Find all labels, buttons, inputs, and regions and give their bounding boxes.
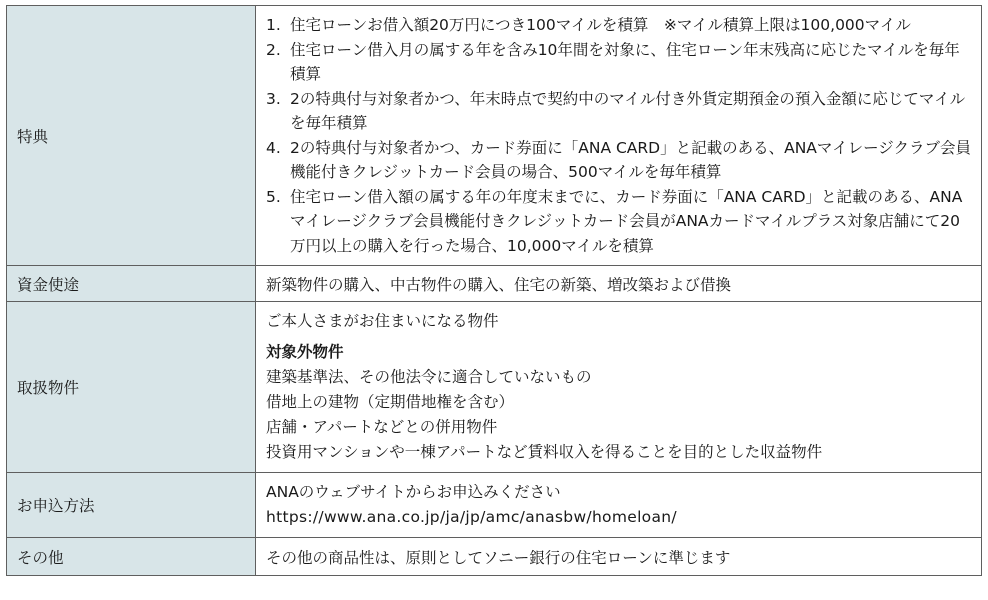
application-instruction: ANAのウェブサイトからお申込みください — [266, 483, 561, 501]
benefit-text: 住宅ローン借入額の属する年の年度末までに、カード券面に「ANA CARD」と記載のある、ANAマイレージクラブ会員機能付きクレジットカード会員がANAカードマイルプラス対象店舗にて20万円以上の購入を行った場合、10,000マイルを積算 — [290, 187, 963, 255]
excluded-item: 投資用マンションや一棟アパートなど賃料収入を得ることを目的とした収益物件 — [266, 443, 823, 461]
table-row-other — [7, 538, 982, 576]
benefit-number: 2. — [266, 40, 281, 59]
table-row-application — [7, 473, 982, 538]
excluded-item: 借地上の建物（定期借地権を含む） — [266, 393, 515, 411]
row-label: 特典 — [7, 6, 256, 266]
benefit-number: 1. — [266, 16, 281, 34]
benefit-number: 3. — [266, 89, 281, 108]
benefit-text: 住宅ローン借入月の属する年を含み10年間を対象に、住宅ローン年末残高に応じたマイルを毎年積算 — [290, 40, 960, 83]
row-label: お申込方法 — [7, 473, 256, 538]
benefit-number: 4. — [266, 138, 281, 157]
benefit-item — [266, 87, 973, 136]
application-cell — [256, 473, 982, 538]
properties-intro: ご本人さまがお住まいになる物件 — [266, 312, 499, 330]
product-details-table — [6, 5, 982, 576]
fund-use-text: 新築物件の購入、中古物件の購入、住宅の新築、増改築および借換 — [256, 266, 982, 302]
row-label: その他 — [7, 538, 256, 576]
table-row-fund-use — [7, 266, 982, 302]
other-text: その他の商品性は、原則としてソニー銀行の住宅ローンに準じます — [256, 538, 982, 576]
properties-cell — [256, 302, 982, 473]
excluded-heading: 対象外物件 — [266, 343, 344, 361]
benefit-item — [266, 136, 973, 185]
benefit-text: 2の特典付与対象者かつ、カード券面に「ANA CARD」と記載のある、ANAマイレージクラブ会員機能付きクレジットカード会員の場合、500マイルを毎年積算 — [290, 138, 971, 181]
benefits-list — [266, 13, 973, 258]
application-url[interactable]: https://www.ana.co.jp/ja/jp/amc/anasbw/homeloan/ — [266, 508, 677, 526]
benefit-item — [266, 13, 973, 38]
benefit-text: 2の特典付与対象者かつ、年末時点で契約中のマイル付き外貨定期預金の預入金額に応じてマイルを毎年積算 — [290, 89, 966, 132]
row-label: 取扱物件 — [7, 302, 256, 473]
excluded-item: 建築基準法、その他法令に適合していないもの — [266, 368, 592, 386]
table-row-benefits — [7, 6, 982, 266]
row-label: 資金使途 — [7, 266, 256, 302]
benefit-number: 5. — [266, 187, 281, 206]
benefits-cell — [256, 6, 982, 266]
benefit-item — [266, 38, 973, 87]
table-row-properties — [7, 302, 982, 473]
benefit-text: 住宅ローンお借入額20万円につき100マイルを積算 ※マイル積算上限は100,000マイル — [290, 16, 911, 34]
benefit-item — [266, 185, 973, 259]
excluded-item: 店舗・アパートなどとの併用物件 — [266, 418, 498, 436]
